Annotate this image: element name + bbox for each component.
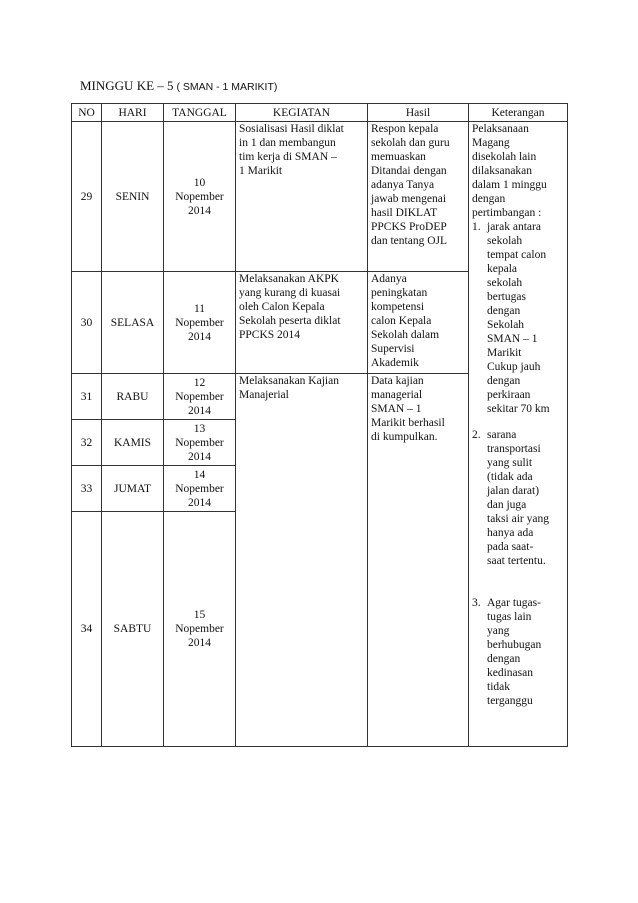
keterangan-item: 3. Agar tugas- tugas lain yang berhubugan dengan kedinasan tidak terganggu — [472, 597, 542, 707]
row-hari: SENIN — [102, 122, 164, 272]
keterangan-cell: Pelaksanaan Magang disekolah lain dilaksanakan dalam 1 minggu dengan pertimbangan : 1. jarak antara sekolah tempat calon kepala sekolah bertugas dengan Sekolah SMAN – 1 Marikit Cukup jauh dengan perkiraan sekitar 70 km 2. sarana transportasi yang sulit (tidak ada jalan darat) dan juga taksi air yang hanya ada pada saat- saat tertentu. 3. Agar tugas- tugas lain yang berhubugan dengan kedinasan tidak terganggu — [469, 122, 568, 747]
row-no: 34 — [72, 512, 102, 747]
schedule-table — [71, 103, 568, 747]
row-no: 32 — [72, 420, 102, 466]
title-school: ( SMAN - 1 MARIKIT) — [173, 81, 278, 93]
row-no: 30 — [72, 272, 102, 374]
row-tanggal: 10 Nopember 2014 — [164, 122, 236, 272]
row-hari: SELASA — [102, 272, 164, 374]
row-hari: SABTU — [102, 512, 164, 747]
header-tanggal: TANGGAL — [164, 104, 236, 122]
kegiatan-cell: Melaksanakan Kajian Manajerial — [236, 374, 368, 747]
row-no: 31 — [72, 374, 102, 420]
row-hari: RABU — [102, 374, 164, 420]
title-main: MINGGU KE – 5 — [80, 78, 174, 93]
header-hari: HARI — [102, 104, 164, 122]
header-hasil: Hasil — [368, 104, 469, 122]
row-tanggal: 13 Nopember 2014 — [164, 420, 236, 466]
header-row — [72, 104, 568, 122]
row-no: 33 — [72, 466, 102, 512]
row-tanggal: 14 Nopember 2014 — [164, 466, 236, 512]
hasil-cell: Adanya peningkatan kompetensi calon Kepala Sekolah dalam Supervisi Akademik — [368, 272, 469, 374]
row-tanggal: 15 Nopember 2014 — [164, 512, 236, 747]
kegiatan-cell: Melaksanakan AKPK yang kurang di kuasai oleh Calon Kepala Sekolah peserta diklat PPCKS 2014 — [236, 272, 368, 374]
hasil-cell: Data kajian managerial SMAN – 1 Marikit berhasil di kumpulkan. — [368, 374, 469, 747]
header-no: NO — [72, 104, 102, 122]
keterangan-item: 2. sarana transportasi yang sulit (tidak ada jalan darat) dan juga taksi air yang hanya ada pada saat- saat tertentu. — [472, 429, 549, 567]
row-tanggal: 12 Nopember 2014 — [164, 374, 236, 420]
row-no: 29 — [72, 122, 102, 272]
keterangan-item: 1. jarak antara sekolah tempat calon kepala sekolah bertugas dengan Sekolah SMAN – 1 Marikit Cukup jauh dengan perkiraan sekitar 70 km — [472, 221, 550, 415]
row-hari: KAMIS — [102, 420, 164, 466]
header-kegiatan: KEGIATAN — [236, 104, 368, 122]
row-tanggal: 11 Nopember 2014 — [164, 272, 236, 374]
page-title — [80, 78, 277, 94]
table-row — [72, 122, 568, 272]
kegiatan-cell: Sosialisasi Hasil diklat in 1 dan membangun tim kerja di SMAN – 1 Marikit — [236, 122, 368, 272]
header-keterangan: Keterangan — [469, 104, 568, 122]
hasil-cell: Respon kepala sekolah dan guru memuaskan Ditandai dengan adanya Tanya jawab mengenai hasil DIKLAT PPCKS ProDEP dan tentang OJL — [368, 122, 469, 272]
row-hari: JUMAT — [102, 466, 164, 512]
